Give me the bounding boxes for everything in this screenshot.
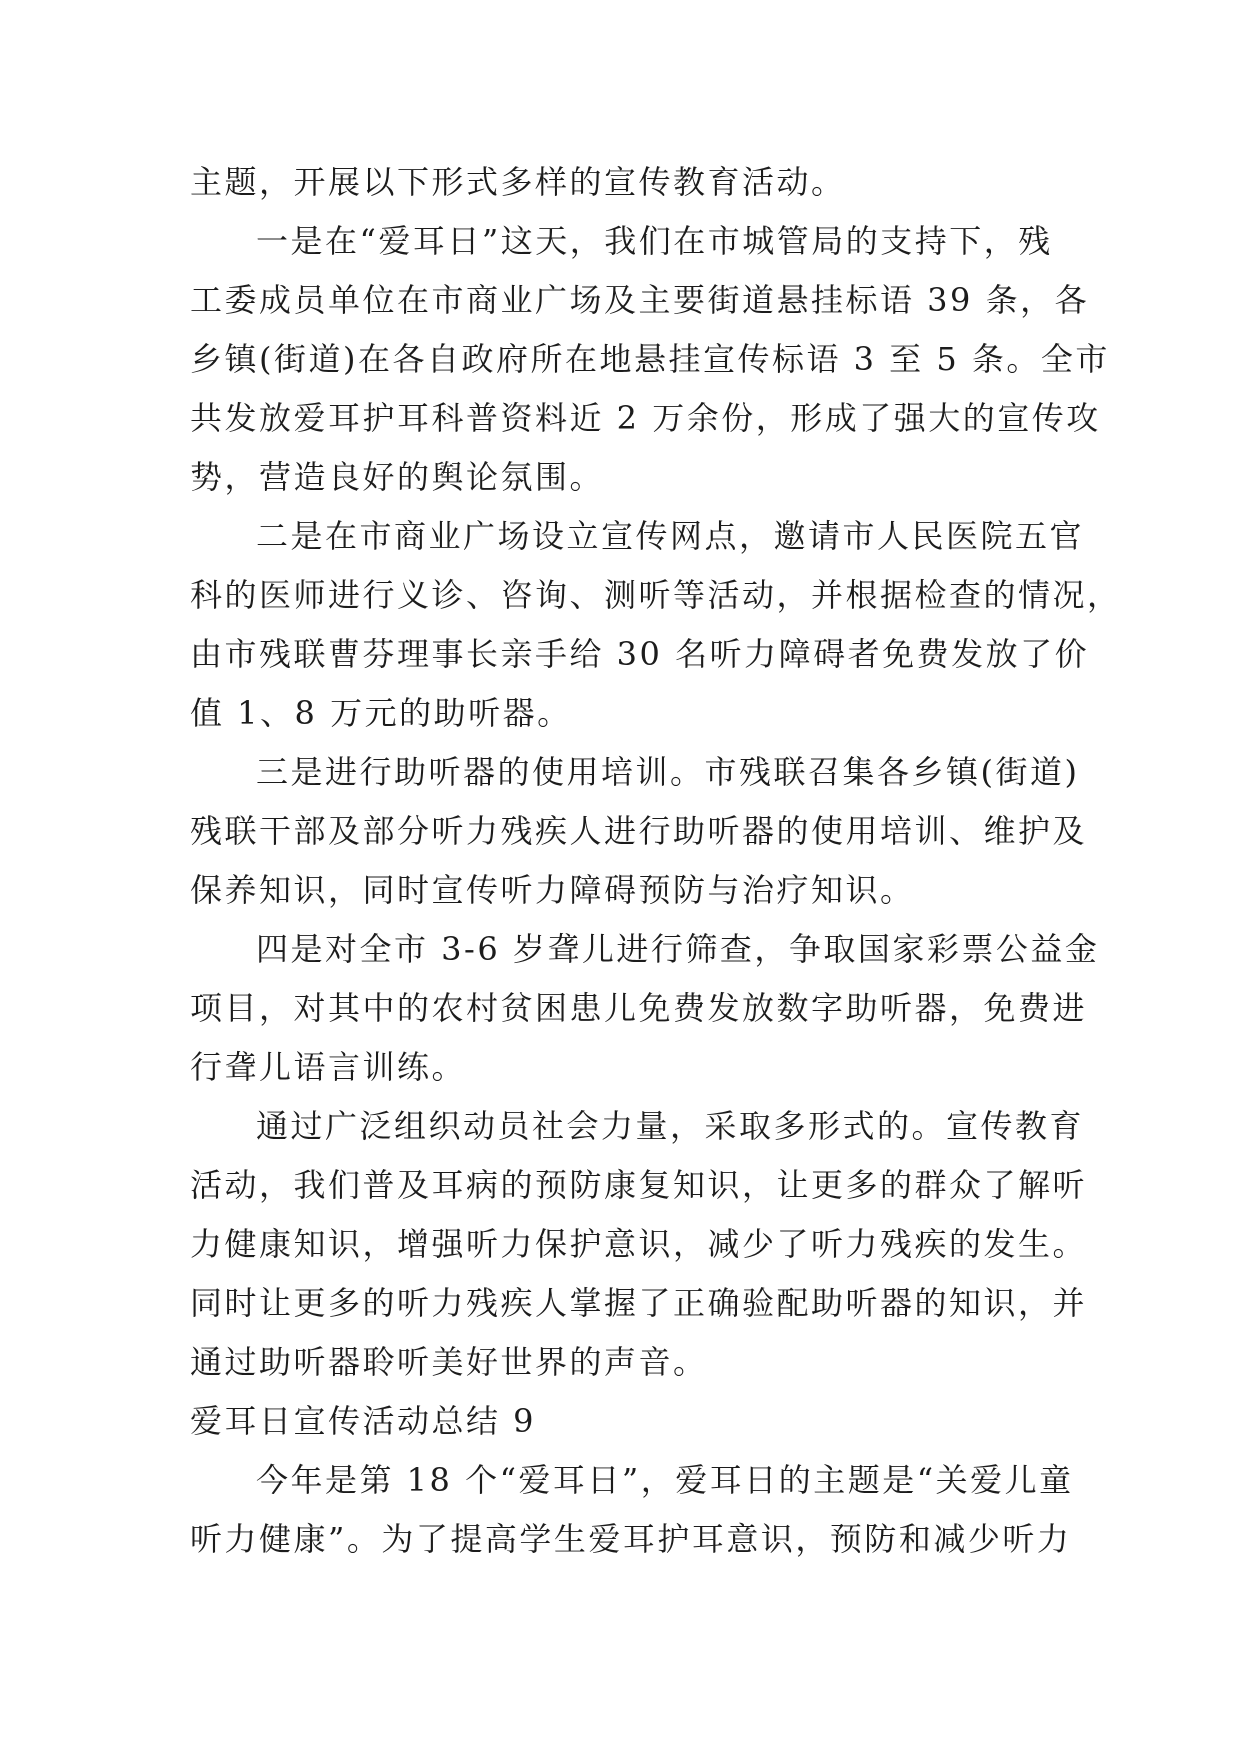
text-line: 二是在市商业广场设立宣传网点，邀请市人民医院五官	[256, 517, 1085, 555]
text-line: 共发放爱耳护耳科普资料近 2 万余份，形成了强大的宣传攻	[190, 399, 1101, 437]
text-line: 一是在“爱耳日”这天，我们在市城管局的支持下，残	[256, 222, 1053, 260]
text-line: 乡镇(街道)在各自政府所在地悬挂宣传标语 3 至 5 条。全市	[190, 340, 1110, 378]
text-line: 三是进行助听器的使用培训。市残联召集各乡镇(街道)	[256, 753, 1080, 791]
text-line: 项目，对其中的农村贫困患儿免费发放数字助听器，免费进	[190, 989, 1088, 1027]
text-line: 听力健康”。为了提高学生爱耳护耳意识，预防和减少听力	[190, 1520, 1072, 1558]
text-line: 科的医师进行义诊、咨询、测听等活动，并根据检查的情况，	[190, 576, 1122, 614]
text-line: 通过助听器聆听美好世界的声音。	[190, 1343, 708, 1381]
text-line: 今年是第 18 个“爱耳日”，爱耳日的主题是“关爱儿童	[256, 1461, 1074, 1499]
text-line: 活动，我们普及耳病的预防康复知识，让更多的群众了解听	[190, 1166, 1088, 1204]
text-line: 势，营造良好的舆论氛围。	[190, 458, 605, 496]
text-line: 保养知识，同时宣传听力障碍预防与治疗知识。	[190, 871, 915, 909]
text-line: 值 1、8 万元的助听器。	[190, 694, 572, 732]
text-line: 由市残联曹芬理事长亲手给 30 名听力障碍者免费发放了价	[190, 635, 1090, 673]
text-line: 力健康知识，增强听力保护意识，减少了听力残疾的发生。	[190, 1225, 1088, 1263]
text-line: 主题，开展以下形式多样的宣传教育活动。	[190, 163, 846, 201]
text-line: 同时让更多的听力残疾人掌握了正确验配助听器的知识，并	[190, 1284, 1088, 1322]
section-heading: 爱耳日宣传活动总结 9	[190, 1402, 537, 1440]
text-line: 残联干部及部分听力残疾人进行助听器的使用培训、维护及	[190, 812, 1088, 850]
text-line: 行聋儿语言训练。	[190, 1048, 467, 1086]
text-line: 四是对全市 3-6 岁聋儿进行筛查，争取国家彩票公益金	[256, 930, 1100, 968]
text-line: 通过广泛组织动员社会力量，采取多形式的。宣传教育	[256, 1107, 1085, 1145]
text-line: 工委成员单位在市商业广场及主要街道悬挂标语 39 条，各	[190, 281, 1090, 319]
document-body	[190, 153, 1122, 1569]
